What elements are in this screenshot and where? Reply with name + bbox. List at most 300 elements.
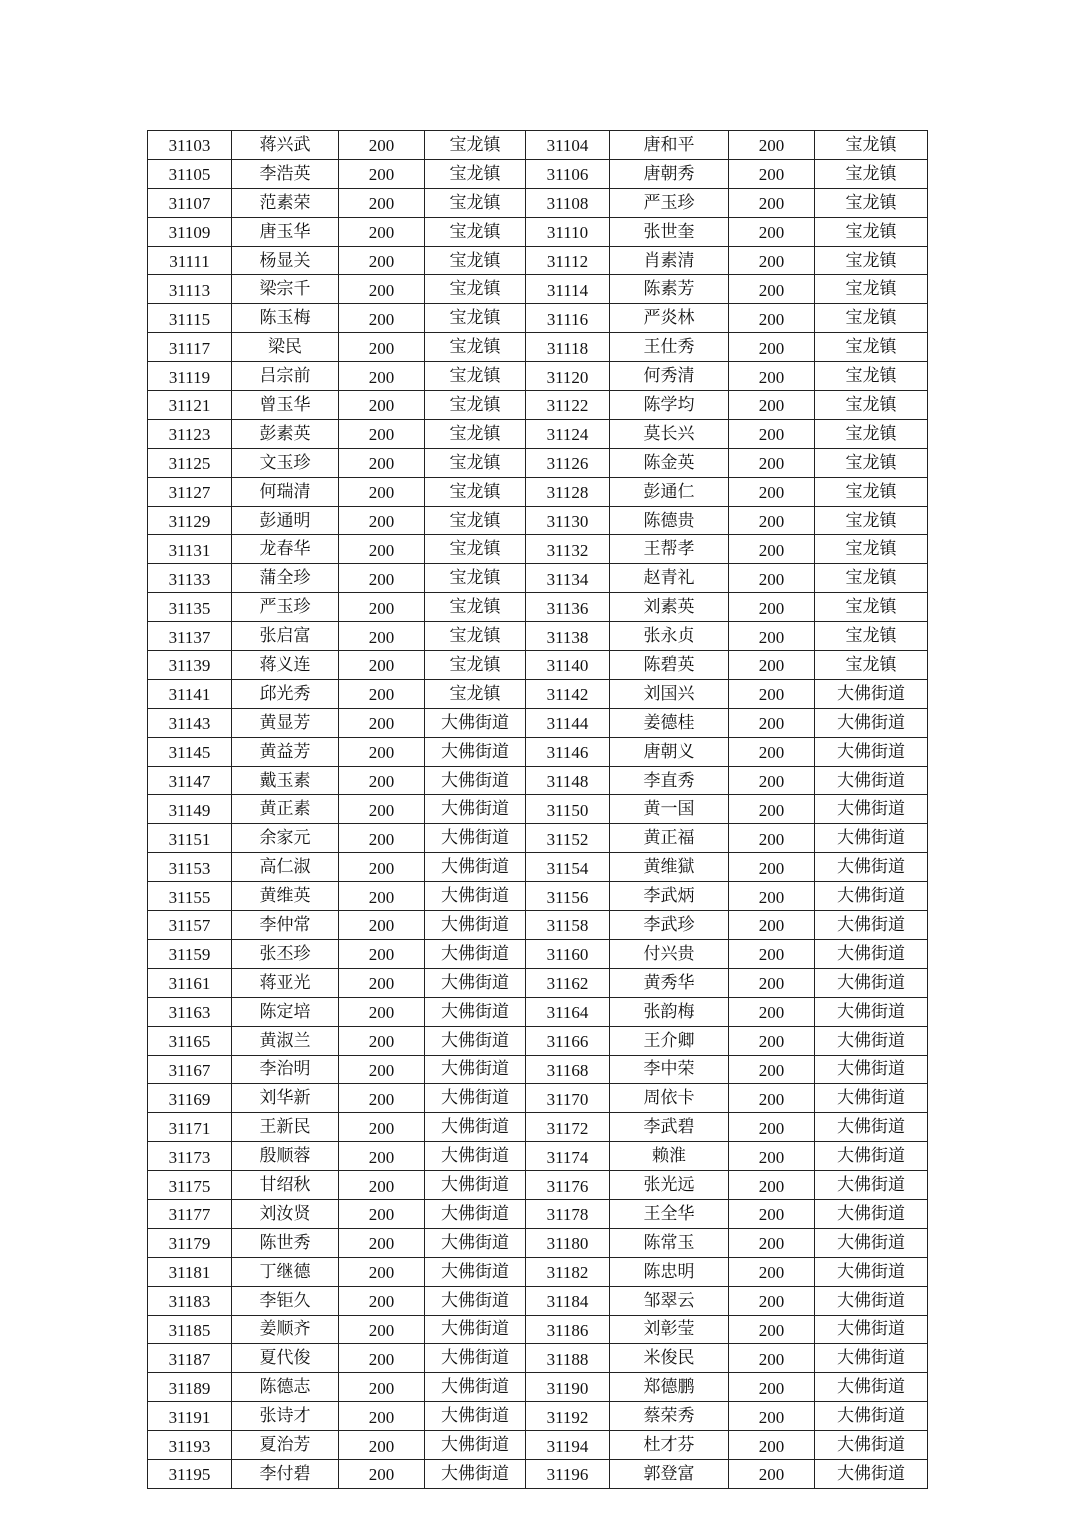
name-cell: 王介卿 [610,1026,729,1055]
id-cell: 31186 [526,1315,610,1344]
name-cell: 严玉珍 [232,593,339,622]
table-row [148,391,928,420]
location-cell: 宝龙镇 [815,564,928,593]
amount-cell: 200 [339,1257,425,1286]
table-row [148,1459,928,1488]
name-cell: 陈忠明 [610,1257,729,1286]
location-cell: 宝龙镇 [425,391,526,420]
amount-cell: 200 [729,506,815,535]
id-cell: 31107 [148,188,232,217]
location-cell: 宝龙镇 [815,448,928,477]
location-cell: 大佛街道 [815,1431,928,1460]
location-cell: 大佛街道 [815,795,928,824]
table-row [148,304,928,333]
location-cell: 宝龙镇 [425,535,526,564]
amount-cell: 200 [729,1113,815,1142]
name-cell: 龙春华 [232,535,339,564]
amount-cell: 200 [729,737,815,766]
id-cell: 31157 [148,911,232,940]
name-cell: 付兴贵 [610,939,729,968]
amount-cell: 200 [339,304,425,333]
amount-cell: 200 [729,1228,815,1257]
name-cell: 曾玉华 [232,391,339,420]
location-cell: 大佛街道 [425,1431,526,1460]
location-cell: 大佛街道 [425,795,526,824]
id-cell: 31127 [148,477,232,506]
name-cell: 梁宗千 [232,275,339,304]
table-row [148,1431,928,1460]
id-cell: 31146 [526,737,610,766]
amount-cell: 200 [729,766,815,795]
id-cell: 31156 [526,882,610,911]
name-cell: 郭登富 [610,1459,729,1488]
name-cell: 陈素芳 [610,275,729,304]
name-cell: 蒋兴武 [232,131,339,160]
name-cell: 张韵梅 [610,997,729,1026]
amount-cell: 200 [339,1402,425,1431]
id-cell: 31105 [148,159,232,188]
amount-cell: 200 [729,246,815,275]
table-row [148,1344,928,1373]
amount-cell: 200 [729,1459,815,1488]
name-cell: 彭通明 [232,506,339,535]
table-row [148,1315,928,1344]
location-cell: 大佛街道 [425,1344,526,1373]
amount-cell: 200 [339,1286,425,1315]
name-cell: 刘素英 [610,593,729,622]
id-cell: 31143 [148,708,232,737]
amount-cell: 200 [339,448,425,477]
name-cell: 殷顺蓉 [232,1142,339,1171]
amount-cell: 200 [729,1344,815,1373]
location-cell: 大佛街道 [815,1459,928,1488]
amount-cell: 200 [339,217,425,246]
name-cell: 夏治芳 [232,1431,339,1460]
name-cell: 刘汝贤 [232,1199,339,1228]
location-cell: 大佛街道 [425,997,526,1026]
location-cell: 大佛街道 [815,1315,928,1344]
name-cell: 姜德桂 [610,708,729,737]
amount-cell: 200 [339,1431,425,1460]
table-row [148,1373,928,1402]
id-cell: 31112 [526,246,610,275]
table-row [148,362,928,391]
id-cell: 31163 [148,997,232,1026]
amount-cell: 200 [339,246,425,275]
table-row [148,622,928,651]
table-row [148,911,928,940]
id-cell: 31174 [526,1142,610,1171]
name-cell: 黄维獄 [610,853,729,882]
location-cell: 宝龙镇 [425,217,526,246]
name-cell: 赵青礼 [610,564,729,593]
location-cell: 大佛街道 [425,824,526,853]
id-cell: 31181 [148,1257,232,1286]
id-cell: 31168 [526,1055,610,1084]
name-cell: 甘绍秋 [232,1171,339,1200]
name-cell: 唐玉华 [232,217,339,246]
amount-cell: 200 [339,679,425,708]
name-cell: 唐和平 [610,131,729,160]
location-cell: 大佛街道 [815,1286,928,1315]
name-cell: 范素荣 [232,188,339,217]
name-cell: 黄淑兰 [232,1026,339,1055]
amount-cell: 200 [339,882,425,911]
amount-cell: 200 [729,448,815,477]
name-cell: 唐朝秀 [610,159,729,188]
location-cell: 宝龙镇 [815,188,928,217]
amount-cell: 200 [729,622,815,651]
amount-cell: 200 [339,795,425,824]
amount-cell: 200 [729,1257,815,1286]
id-cell: 31167 [148,1055,232,1084]
location-cell: 宝龙镇 [815,506,928,535]
amount-cell: 200 [339,911,425,940]
location-cell: 大佛街道 [425,1113,526,1142]
id-cell: 31124 [526,419,610,448]
name-cell: 李直秀 [610,766,729,795]
id-cell: 31177 [148,1199,232,1228]
amount-cell: 200 [729,795,815,824]
location-cell: 宝龙镇 [425,246,526,275]
id-cell: 31125 [148,448,232,477]
table-row [148,853,928,882]
location-cell: 大佛街道 [425,1026,526,1055]
name-cell: 李浩英 [232,159,339,188]
id-cell: 31113 [148,275,232,304]
amount-cell: 200 [339,651,425,680]
amount-cell: 200 [729,362,815,391]
name-cell: 黄正福 [610,824,729,853]
id-cell: 31173 [148,1142,232,1171]
amount-cell: 200 [729,159,815,188]
id-cell: 31120 [526,362,610,391]
amount-cell: 200 [339,824,425,853]
table-row [148,535,928,564]
location-cell: 宝龙镇 [815,217,928,246]
name-cell: 王新民 [232,1113,339,1142]
location-cell: 大佛街道 [425,708,526,737]
id-cell: 31137 [148,622,232,651]
location-cell: 宝龙镇 [815,593,928,622]
location-cell: 宝龙镇 [815,131,928,160]
id-cell: 31148 [526,766,610,795]
id-cell: 31122 [526,391,610,420]
amount-cell: 200 [729,304,815,333]
location-cell: 大佛街道 [815,1171,928,1200]
table-row [148,593,928,622]
amount-cell: 200 [339,853,425,882]
name-cell: 黄一国 [610,795,729,824]
name-cell: 李武珍 [610,911,729,940]
amount-cell: 200 [729,1402,815,1431]
table-row [148,246,928,275]
amount-cell: 200 [339,1199,425,1228]
id-cell: 31184 [526,1286,610,1315]
amount-cell: 200 [729,1142,815,1171]
id-cell: 31190 [526,1373,610,1402]
id-cell: 31149 [148,795,232,824]
id-cell: 31158 [526,911,610,940]
table-row [148,1228,928,1257]
name-cell: 陈学均 [610,391,729,420]
name-cell: 李仲常 [232,911,339,940]
location-cell: 宝龙镇 [815,391,928,420]
name-cell: 丁继德 [232,1257,339,1286]
amount-cell: 200 [729,1055,815,1084]
location-cell: 宝龙镇 [815,651,928,680]
location-cell: 大佛街道 [425,1228,526,1257]
id-cell: 31178 [526,1199,610,1228]
name-cell: 梁民 [232,333,339,362]
id-cell: 31160 [526,939,610,968]
location-cell: 大佛街道 [815,1199,928,1228]
table-row [148,708,928,737]
name-cell: 李钜久 [232,1286,339,1315]
amount-cell: 200 [339,1171,425,1200]
table-row [148,506,928,535]
name-cell: 张诗才 [232,1402,339,1431]
id-cell: 31144 [526,708,610,737]
id-cell: 31193 [148,1431,232,1460]
amount-cell: 200 [339,1459,425,1488]
table-row [148,1142,928,1171]
id-cell: 31180 [526,1228,610,1257]
location-cell: 大佛街道 [815,997,928,1026]
location-cell: 大佛街道 [425,1084,526,1113]
location-cell: 大佛街道 [425,911,526,940]
location-cell: 宝龙镇 [425,477,526,506]
amount-cell: 200 [339,131,425,160]
location-cell: 大佛街道 [815,1026,928,1055]
amount-cell: 200 [729,564,815,593]
amount-cell: 200 [729,535,815,564]
id-cell: 31108 [526,188,610,217]
amount-cell: 200 [339,159,425,188]
location-cell: 宝龙镇 [815,535,928,564]
amount-cell: 200 [729,1171,815,1200]
name-cell: 杜才芬 [610,1431,729,1460]
location-cell: 宝龙镇 [425,362,526,391]
id-cell: 31114 [526,275,610,304]
location-cell: 大佛街道 [425,1171,526,1200]
location-cell: 大佛街道 [425,1402,526,1431]
id-cell: 31154 [526,853,610,882]
location-cell: 宝龙镇 [425,506,526,535]
id-cell: 31159 [148,939,232,968]
amount-cell: 200 [729,275,815,304]
amount-cell: 200 [339,968,425,997]
table-row [148,448,928,477]
location-cell: 大佛街道 [425,1055,526,1084]
id-cell: 31196 [526,1459,610,1488]
id-cell: 31138 [526,622,610,651]
location-cell: 宝龙镇 [425,275,526,304]
table-row [148,679,928,708]
id-cell: 31118 [526,333,610,362]
table-row [148,651,928,680]
amount-cell: 200 [729,1026,815,1055]
location-cell: 宝龙镇 [425,131,526,160]
amount-cell: 200 [729,477,815,506]
name-cell: 刘华新 [232,1084,339,1113]
amount-cell: 200 [729,968,815,997]
name-cell: 郑德鹏 [610,1373,729,1402]
id-cell: 31109 [148,217,232,246]
name-cell: 彭通仁 [610,477,729,506]
name-cell: 陈世秀 [232,1228,339,1257]
id-cell: 31150 [526,795,610,824]
id-cell: 31147 [148,766,232,795]
id-cell: 31175 [148,1171,232,1200]
amount-cell: 200 [339,1055,425,1084]
amount-cell: 200 [729,911,815,940]
id-cell: 31104 [526,131,610,160]
location-cell: 大佛街道 [815,1084,928,1113]
id-cell: 31172 [526,1113,610,1142]
amount-cell: 200 [339,593,425,622]
name-cell: 夏代俊 [232,1344,339,1373]
id-cell: 31171 [148,1113,232,1142]
name-cell: 黄正素 [232,795,339,824]
id-cell: 31189 [148,1373,232,1402]
name-cell: 刘国兴 [610,679,729,708]
amount-cell: 200 [729,1084,815,1113]
recipient-table [147,130,928,1489]
name-cell: 李武炳 [610,882,729,911]
name-cell: 肖素清 [610,246,729,275]
id-cell: 31191 [148,1402,232,1431]
location-cell: 宝龙镇 [425,419,526,448]
location-cell: 宝龙镇 [425,679,526,708]
id-cell: 31153 [148,853,232,882]
table-row [148,1257,928,1286]
amount-cell: 200 [729,1315,815,1344]
table-row [148,564,928,593]
location-cell: 宝龙镇 [425,333,526,362]
id-cell: 31110 [526,217,610,246]
id-cell: 31195 [148,1459,232,1488]
location-cell: 大佛街道 [815,911,928,940]
id-cell: 31152 [526,824,610,853]
table-row [148,1084,928,1113]
name-cell: 张光远 [610,1171,729,1200]
location-cell: 宝龙镇 [425,188,526,217]
amount-cell: 200 [339,1084,425,1113]
id-cell: 31103 [148,131,232,160]
table-row [148,1402,928,1431]
table-row [148,1055,928,1084]
location-cell: 大佛街道 [815,1257,928,1286]
name-cell: 戴玉素 [232,766,339,795]
id-cell: 31123 [148,419,232,448]
location-cell: 宝龙镇 [425,651,526,680]
table-row [148,131,928,160]
name-cell: 李武碧 [610,1113,729,1142]
amount-cell: 200 [339,737,425,766]
id-cell: 31142 [526,679,610,708]
name-cell: 文玉珍 [232,448,339,477]
amount-cell: 200 [339,188,425,217]
name-cell: 彭素英 [232,419,339,448]
id-cell: 31133 [148,564,232,593]
name-cell: 蒲全珍 [232,564,339,593]
name-cell: 何秀清 [610,362,729,391]
amount-cell: 200 [729,188,815,217]
location-cell: 大佛街道 [425,1199,526,1228]
location-cell: 大佛街道 [425,1459,526,1488]
id-cell: 31185 [148,1315,232,1344]
amount-cell: 200 [729,1286,815,1315]
name-cell: 黄维英 [232,882,339,911]
amount-cell: 200 [729,1373,815,1402]
name-cell: 周依卡 [610,1084,729,1113]
name-cell: 刘彰莹 [610,1315,729,1344]
name-cell: 蔡荣秀 [610,1402,729,1431]
amount-cell: 200 [729,333,815,362]
location-cell: 宝龙镇 [815,246,928,275]
id-cell: 31169 [148,1084,232,1113]
amount-cell: 200 [729,939,815,968]
amount-cell: 200 [729,708,815,737]
location-cell: 大佛街道 [425,968,526,997]
name-cell: 陈常玉 [610,1228,729,1257]
amount-cell: 200 [339,333,425,362]
table-row [148,824,928,853]
location-cell: 大佛街道 [425,939,526,968]
name-cell: 莫长兴 [610,419,729,448]
location-cell: 大佛街道 [815,766,928,795]
id-cell: 31164 [526,997,610,1026]
location-cell: 大佛街道 [425,853,526,882]
amount-cell: 200 [729,391,815,420]
location-cell: 宝龙镇 [425,448,526,477]
location-cell: 大佛街道 [815,1402,928,1431]
name-cell: 陈定培 [232,997,339,1026]
location-cell: 大佛街道 [815,1055,928,1084]
id-cell: 31116 [526,304,610,333]
table-row [148,477,928,506]
amount-cell: 200 [339,1344,425,1373]
id-cell: 31165 [148,1026,232,1055]
name-cell: 张永贞 [610,622,729,651]
table-row [148,1113,928,1142]
name-cell: 李中荣 [610,1055,729,1084]
amount-cell: 200 [729,651,815,680]
name-cell: 陈德志 [232,1373,339,1402]
location-cell: 宝龙镇 [815,275,928,304]
amount-cell: 200 [339,622,425,651]
id-cell: 31166 [526,1026,610,1055]
table-row [148,737,928,766]
name-cell: 李付碧 [232,1459,339,1488]
id-cell: 31183 [148,1286,232,1315]
location-cell: 大佛街道 [815,737,928,766]
amount-cell: 200 [729,882,815,911]
table-body [148,131,928,1489]
id-cell: 31134 [526,564,610,593]
name-cell: 蒋亚光 [232,968,339,997]
location-cell: 宝龙镇 [425,593,526,622]
table-row [148,419,928,448]
name-cell: 高仁淑 [232,853,339,882]
id-cell: 31194 [526,1431,610,1460]
amount-cell: 200 [339,1315,425,1344]
amount-cell: 200 [339,1113,425,1142]
id-cell: 31117 [148,333,232,362]
id-cell: 31179 [148,1228,232,1257]
location-cell: 宝龙镇 [815,362,928,391]
